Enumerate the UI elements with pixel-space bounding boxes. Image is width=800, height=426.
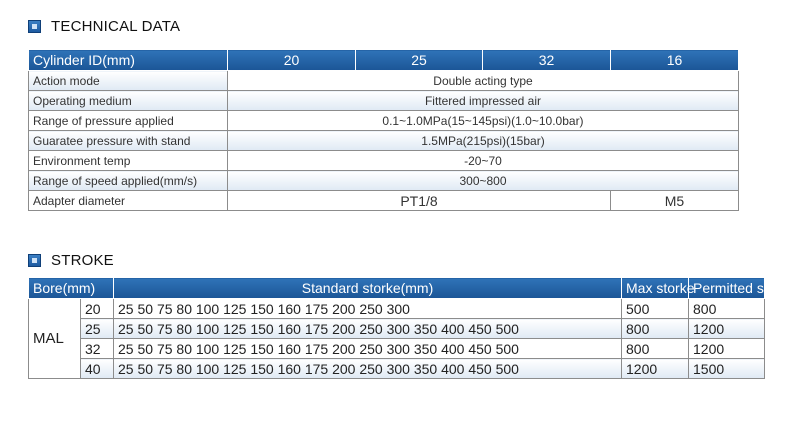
- max-stroke-header: Max storke: [622, 278, 689, 299]
- size-32: 32: [483, 50, 611, 71]
- standard-stroke-value: 25 50 75 80 100 125 150 160 175 200 250 300 350 400 450 500: [114, 339, 622, 359]
- table-row: [29, 91, 739, 111]
- row-value: 0.1~1.0MPa(15~145psi)(1.0~10.0bar): [228, 111, 739, 131]
- max-stroke-value: 800: [622, 339, 689, 359]
- table-row: [29, 359, 765, 379]
- bore-value: 32: [81, 339, 114, 359]
- table-row: [29, 131, 739, 151]
- row-label: Range of pressure applied: [29, 111, 228, 131]
- table-row: [29, 151, 739, 171]
- table-row: [29, 339, 765, 359]
- adapter-value-m5: M5: [611, 191, 739, 211]
- table-row: [29, 71, 739, 91]
- row-label: Operating medium: [29, 91, 228, 111]
- row-value: -20~70: [228, 151, 739, 171]
- square-bullet-icon: [28, 254, 41, 267]
- table-row: [29, 171, 739, 191]
- bore-header: Bore(mm): [29, 278, 114, 299]
- max-stroke-value: 800: [622, 319, 689, 339]
- stroke-table: [28, 277, 795, 379]
- adapter-label: Adapter diameter: [29, 191, 228, 211]
- size-20: 20: [228, 50, 356, 71]
- row-label: Environment temp: [29, 151, 228, 171]
- bore-value: 25: [81, 319, 114, 339]
- permitted-stroke-value: 1200: [689, 319, 765, 339]
- stroke-title: STROKE: [51, 252, 114, 269]
- table-row: [29, 319, 765, 339]
- technical-data-title: TECHNICAL DATA: [51, 18, 181, 35]
- bore-value: 20: [81, 299, 114, 319]
- stroke-header-row: [29, 278, 765, 299]
- standard-stroke-value: 25 50 75 80 100 125 150 160 175 200 250 300 350 400 450 500: [114, 359, 622, 379]
- row-value: 300~800: [228, 171, 739, 191]
- table-row: [29, 111, 739, 131]
- table-row: [29, 191, 739, 211]
- row-value: 1.5MPa(215psi)(15bar): [228, 131, 739, 151]
- table-row: [29, 299, 765, 319]
- standard-stroke-value: 25 50 75 80 100 125 150 160 175 200 250 300: [114, 299, 622, 319]
- row-value: Fittered impressed air: [228, 91, 739, 111]
- permitted-stroke-value: 1500: [689, 359, 765, 379]
- size-16: 16: [611, 50, 739, 71]
- cylinder-id-label: Cylinder ID(mm): [29, 50, 228, 71]
- adapter-value-pt: PT1/8: [228, 191, 611, 211]
- row-label: Guaratee pressure with stand: [29, 131, 228, 151]
- permitted-stroke-value: 1200: [689, 339, 765, 359]
- standard-stroke-value: 25 50 75 80 100 125 150 160 175 200 250 300 350 400 450 500: [114, 319, 622, 339]
- row-value: Double acting type: [228, 71, 739, 91]
- model-label: MAL: [29, 299, 81, 379]
- standard-stroke-header: Standard storke(mm): [114, 278, 622, 299]
- stroke-heading: [28, 252, 114, 269]
- technical-data-table: [28, 49, 739, 211]
- permitted-stroke-value: 800: [689, 299, 765, 319]
- size-25: 25: [356, 50, 483, 71]
- bore-value: 40: [81, 359, 114, 379]
- row-label: Action mode: [29, 71, 228, 91]
- row-label: Range of speed applied(mm/s): [29, 171, 228, 191]
- permitted-stroke-header: Permitted storke: [689, 278, 765, 299]
- square-bullet-icon: [28, 20, 41, 33]
- technical-header-row: [29, 50, 739, 71]
- technical-data-heading: [28, 18, 180, 35]
- max-stroke-value: 1200: [622, 359, 689, 379]
- max-stroke-value: 500: [622, 299, 689, 319]
